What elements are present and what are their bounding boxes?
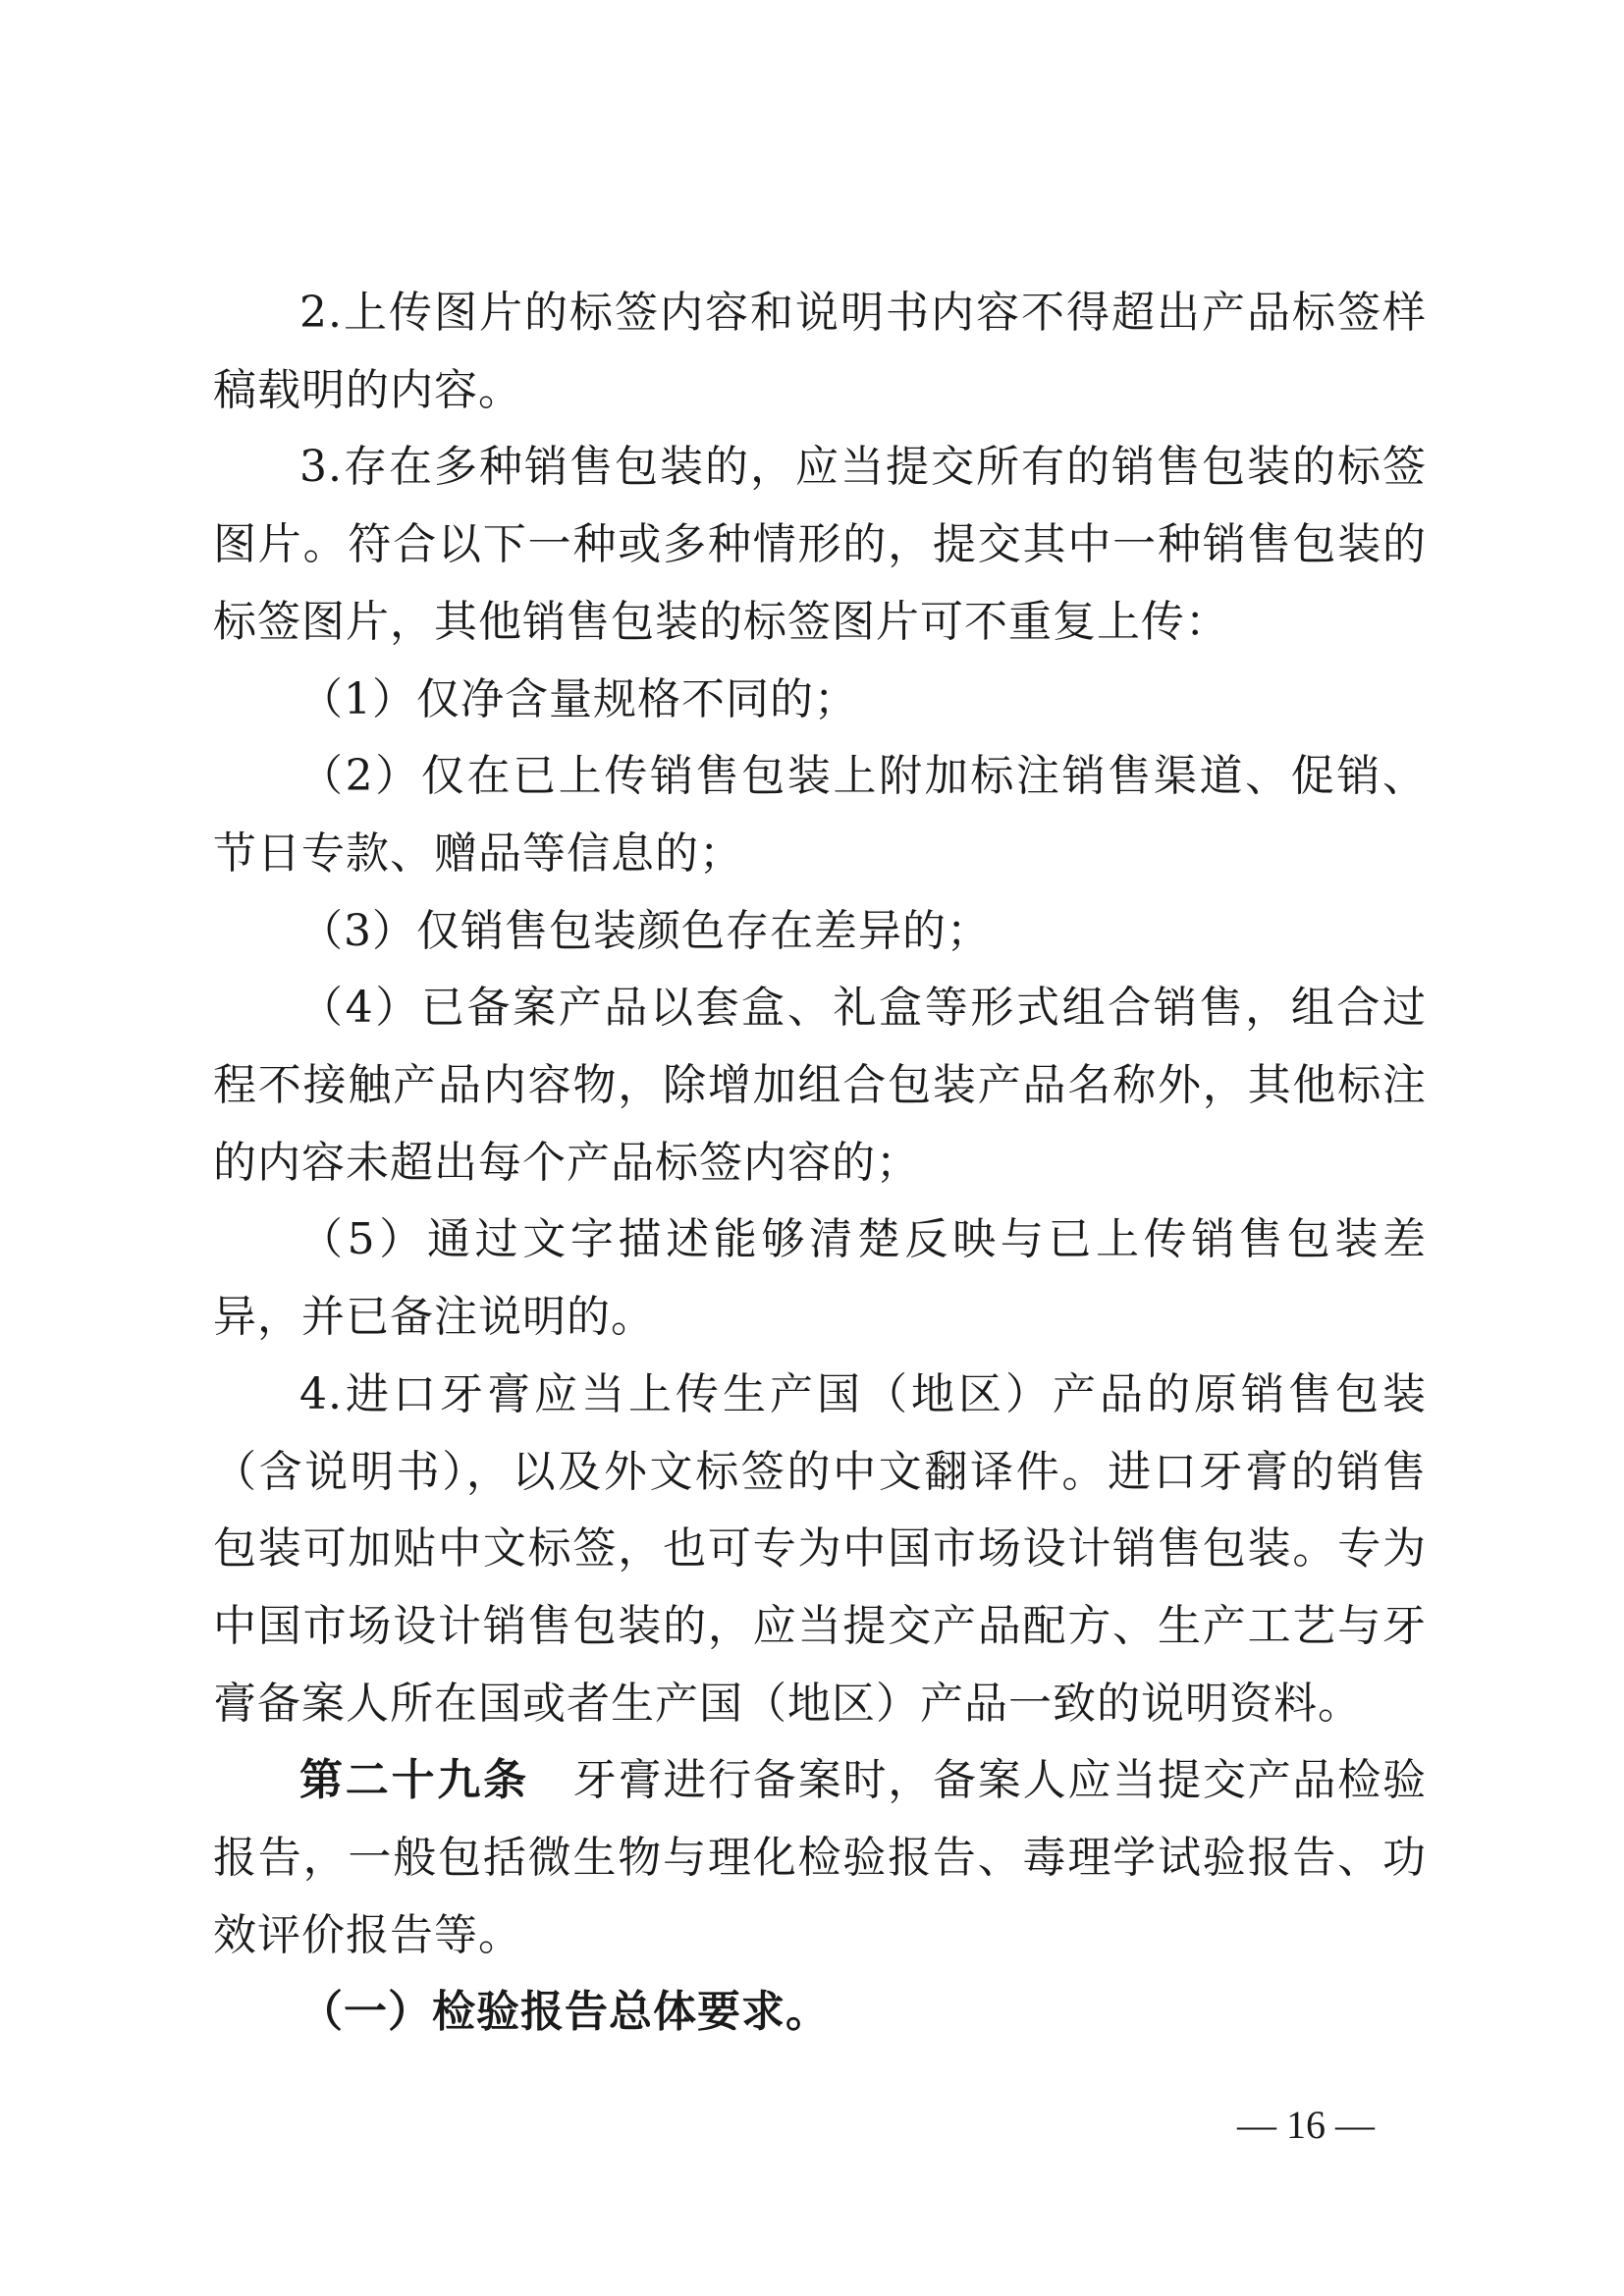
paragraph-2: 2.上传图片的标签内容和说明书内容不得超出产品标签样稿载明的内容。 <box>213 288 1427 415</box>
list-item-1: （1）仅净含量规格不同的； <box>299 673 858 724</box>
body-text <box>213 275 1427 2052</box>
page-number: — 16 — <box>1237 2103 1375 2147</box>
section-heading: （一）检验报告总体要求。 <box>299 1987 830 2038</box>
list-item-2: （2）仅在已上传销售包装上附加标注销售渠道、促销、节日专款、赠品等信息的； <box>213 751 1427 879</box>
list-item-4: （4）已备案产品以套盒、礼盒等形式组合销售，组合过程不接触产品内容物，除增加组合包装产品名称外，其他标注的内容未超出每个产品标签内容的； <box>213 983 1427 1188</box>
paragraph-3: 3.存在多种销售包装的，应当提交所有的销售包装的标签图片。符合以下一种或多种情形的，提交其中一种销售包装的标签图片，其他销售包装的标签图片可不重复上传： <box>213 442 1427 647</box>
paragraph-4: 4.进口牙膏应当上传生产国（地区）产品的原销售包装（含说明书），以及外文标签的中文翻译件。进口牙膏的销售包装可加贴中文标签，也可专为中国市场设计销售包装。专为中国市场设计销售包装的，应当提交产品配方、生产工艺与牙膏备案人所在国或者生产国（地区）产品一致的说明资料。 <box>213 1368 1427 1729</box>
list-item-5: （5）通过文字描述能够清楚反映与已上传销售包装差异，并已备注说明的。 <box>213 1214 1427 1343</box>
article-29 <box>213 1742 1427 1974</box>
list-item-3: （3）仅销售包装颜色存在差异的； <box>299 905 991 956</box>
article-body: 牙膏进行备案时，备案人应当提交产品检验报告，一般包括微生物与理化检验报告、毒理学试验报告、功效评价报告等。 <box>213 1755 1428 1960</box>
article-title: 第二十九条 <box>299 1755 529 1806</box>
